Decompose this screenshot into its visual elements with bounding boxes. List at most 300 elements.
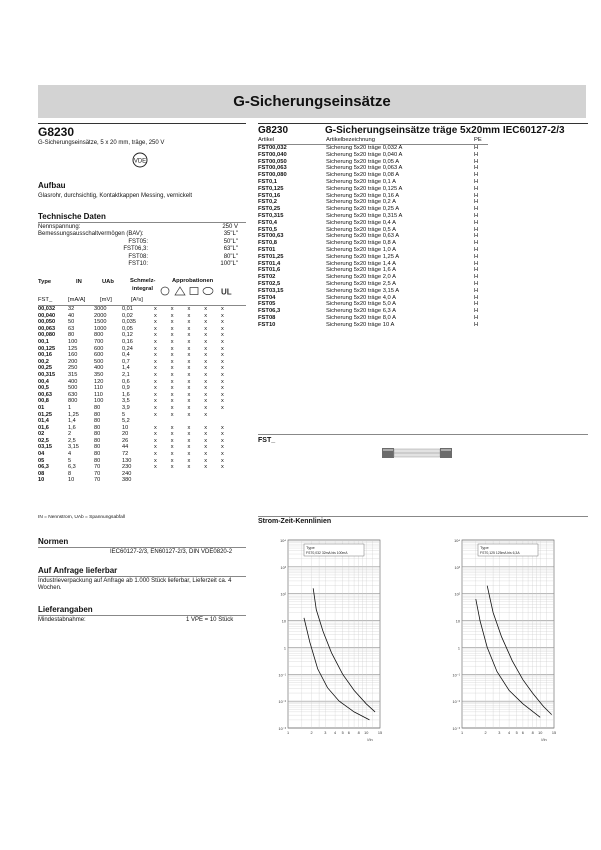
article-row xyxy=(258,179,488,186)
type-row xyxy=(38,412,254,419)
type-cell-in: 250 xyxy=(68,365,78,372)
x-tick-label: 6 xyxy=(521,731,524,735)
y-tick-label: 1 xyxy=(283,646,286,651)
type-cell-uab: 3000 xyxy=(94,306,107,312)
y-tick-label: 10⁻³ xyxy=(278,727,286,731)
type-cell-i2t: 3,5 xyxy=(122,398,130,405)
type-row xyxy=(38,306,254,313)
type-cell-in: 1,4 xyxy=(68,418,76,425)
type-cell-type: 01,25 xyxy=(38,411,52,418)
article-cell-p: H xyxy=(474,246,479,253)
col-pe: PE xyxy=(474,137,482,143)
article-row xyxy=(258,165,488,172)
type-cell-type: 00,315 xyxy=(38,371,56,378)
td-value: 50"L" xyxy=(223,238,238,245)
article-cell-p: H xyxy=(474,206,479,213)
td-value: 35"L" xyxy=(223,231,238,238)
y-tick-label: 10⁻² xyxy=(452,700,460,705)
y-tick-label: 10 xyxy=(455,619,460,624)
type-cell-type: 01 xyxy=(38,404,45,411)
type-cell-in: 800 xyxy=(68,398,78,405)
article-cell-b: Sicherung 5x20 träge 0,032 A xyxy=(326,145,403,151)
type-cell-a: x x x x x xyxy=(154,306,231,312)
article-row xyxy=(258,199,488,206)
type-row xyxy=(38,379,254,386)
article-row xyxy=(258,145,488,152)
x-tick-label: 3 xyxy=(324,731,327,735)
td-row xyxy=(38,224,238,231)
type-cell-in: 200 xyxy=(68,358,78,365)
x-tick-label: 8 xyxy=(531,731,534,735)
type-cell-uab: 500 xyxy=(94,358,104,365)
y-tick-label: 10⁴ xyxy=(280,539,286,543)
article-cell-a: FST02,5 xyxy=(258,280,281,287)
article-cell-a: FST06,3 xyxy=(258,308,281,315)
article-cell-a: FST05 xyxy=(258,301,276,308)
type-cell-in: 315 xyxy=(68,371,78,378)
type-cell-in: 50 xyxy=(68,319,75,326)
article-cell-a: FST03,15 xyxy=(258,287,284,294)
type-cell-type: 00,16 xyxy=(38,352,52,359)
type-cell-uab: 600 xyxy=(94,345,104,352)
type-cell-uab: 100 xyxy=(94,398,104,405)
article-row xyxy=(258,301,488,308)
col-uab-header: UAb xyxy=(102,279,114,285)
type-cell-a: x x x x xyxy=(154,411,214,418)
article-cell-a: FST00,063 xyxy=(258,165,287,172)
article-cell-p: H xyxy=(474,267,479,274)
article-cell-a: FST00,63 xyxy=(258,233,284,240)
article-cell-p: H xyxy=(474,233,479,240)
y-tick-label: 10³ xyxy=(280,565,286,570)
title-band xyxy=(38,85,586,118)
approval-seal-icon xyxy=(132,152,148,173)
col-type-header: Type xyxy=(38,279,52,285)
technical-data-rule xyxy=(38,222,246,223)
type-cell-in: 1,25 xyxy=(68,411,79,418)
type-cell-a xyxy=(148,418,254,425)
article-row xyxy=(258,315,488,322)
article-cell-b: Sicherung 5x20 träge 3,15 A xyxy=(326,287,400,294)
normen-heading: Normen xyxy=(38,537,69,546)
type-cell-in: 1,6 xyxy=(68,424,76,431)
article-row xyxy=(258,281,488,288)
type-cell-type: 08 xyxy=(38,470,45,477)
article-cell-p: H xyxy=(474,308,479,315)
type-cell-a: x x x x x xyxy=(154,312,231,319)
article-cell-b: Sicherung 5x20 träge 0,08 A xyxy=(326,172,400,179)
article-row xyxy=(258,233,488,240)
article-cell-b: Sicherung 5x20 träge 6,3 A xyxy=(326,308,396,315)
type-cell-type: 10 xyxy=(38,477,45,484)
article-cell-a: FST00,050 xyxy=(258,158,287,165)
type-cell-uab: 1500 xyxy=(94,319,107,326)
type-cell-type: 00,063 xyxy=(38,325,56,332)
article-cell-a: FST0,1 xyxy=(258,178,278,185)
normen-rule xyxy=(38,547,246,548)
aufbau-heading: Aufbau xyxy=(38,181,66,190)
unit-type: FST_ xyxy=(38,297,53,303)
type-cell-i2t: 0,16 xyxy=(122,338,133,345)
y-tick-label: 10² xyxy=(454,592,460,597)
article-cell-b: Sicherung 5x20 träge 8,0 A xyxy=(326,314,396,321)
type-cell-in: 100 xyxy=(68,338,78,345)
type-cell-a: x x x x x xyxy=(154,332,231,339)
type-cell-type: 02,5 xyxy=(38,437,49,444)
type-cell-i2t: 5 xyxy=(122,411,126,418)
y-tick-label: 10⁻² xyxy=(278,700,286,705)
type-row xyxy=(38,438,254,445)
article-cell-p: H xyxy=(474,145,479,151)
type-cell-i2t: 0,01 xyxy=(122,306,133,312)
article-cell-p: H xyxy=(474,280,479,287)
left-subtitle: G-Sicherungseinsätze, 5 x 20 mm, träge, 250 V xyxy=(38,140,165,146)
type-cell-uab: 80 xyxy=(94,418,101,425)
legend-value: FST0,032 32mA bis 100mA xyxy=(306,551,348,555)
td-value: 63"L" xyxy=(223,246,238,253)
article-cell-p: H xyxy=(474,185,479,192)
article-cell-a: FST0,125 xyxy=(258,185,284,192)
type-cell-uab: 70 xyxy=(94,470,101,477)
type-cell-in: 6,3 xyxy=(68,464,76,471)
type-cell-in: 8 xyxy=(68,470,72,477)
type-table-header xyxy=(38,278,248,306)
type-cell-i2t: 20 xyxy=(122,431,129,438)
x-tick-label: 2 xyxy=(310,731,313,735)
type-cell-type: 00,080 xyxy=(38,332,56,339)
article-row xyxy=(258,267,488,274)
article-cell-b: Sicherung 5x20 träge 0,05 A xyxy=(326,158,400,165)
article-cell-p: H xyxy=(474,253,479,260)
type-cell-type: 03,15 xyxy=(38,444,52,451)
type-row xyxy=(38,339,254,346)
legend-value: FST0,125 125mA bis 6,3A xyxy=(480,551,520,555)
type-cell-uab: 2000 xyxy=(94,312,107,319)
type-cell-uab: 110 xyxy=(94,391,103,398)
type-cell-uab: 80 xyxy=(94,411,101,418)
type-cell-a: x x x x x xyxy=(154,444,231,451)
type-cell-i2t: 0,6 xyxy=(122,378,130,385)
article-cell-p: H xyxy=(474,274,479,281)
article-cell-b: Sicherung 5x20 träge 5,0 A xyxy=(326,301,396,308)
td-label: FST06,3: xyxy=(123,246,148,253)
type-cell-uab: 70 xyxy=(94,464,101,471)
type-cell-in: 2 xyxy=(68,431,72,438)
td-label: Bemessungsausschaltvermögen (BAV): xyxy=(38,231,144,238)
mindestabnahme-label: Mindestabnahme: xyxy=(38,617,86,623)
fuse-image xyxy=(382,446,452,465)
type-cell-in: 3,15 xyxy=(68,444,79,451)
type-row xyxy=(38,326,254,333)
article-row xyxy=(258,152,488,159)
article-cell-p: H xyxy=(474,158,479,165)
x-tick-label: 2 xyxy=(484,731,487,735)
type-cell-a: x x x x x xyxy=(154,352,231,359)
type-cell-i2t: 0,05 xyxy=(122,325,133,332)
td-label: FST08: xyxy=(128,253,148,260)
td-label: FST10: xyxy=(128,260,148,267)
type-cell-i2t: 130 xyxy=(122,457,132,464)
type-row xyxy=(38,418,254,425)
article-cell-b: Sicherung 5x20 träge 2,0 A xyxy=(326,274,396,281)
col-schmelz-header: Schmelz- xyxy=(130,278,156,284)
article-table xyxy=(258,145,488,329)
type-row xyxy=(38,392,254,399)
type-cell-i2t: 380 xyxy=(122,477,132,484)
type-cell-uab: 80 xyxy=(94,437,101,444)
type-row xyxy=(38,471,254,478)
article-cell-a: FST00,080 xyxy=(258,172,287,179)
type-table-body xyxy=(38,306,254,484)
type-cell-uab: 70 xyxy=(94,477,101,484)
article-cell-p: H xyxy=(474,212,479,219)
type-row xyxy=(38,477,254,484)
article-cell-b: Sicherung 5x20 träge 1,4 A xyxy=(326,260,396,267)
type-cell-type: 00,63 xyxy=(38,391,52,398)
type-cell-i2t: 26 xyxy=(122,437,129,444)
article-cell-b: Sicherung 5x20 träge 0,16 A xyxy=(326,192,400,199)
article-cell-a: FST0,8 xyxy=(258,240,278,247)
article-cell-b: Sicherung 5x20 träge 0,8 A xyxy=(326,240,396,247)
type-cell-type: 00,125 xyxy=(38,345,56,352)
article-cell-b: Sicherung 5x20 träge 4,0 A xyxy=(326,294,396,301)
technical-data-list xyxy=(38,224,238,268)
kennlinien-heading: Strom-Zeit-Kennlinien xyxy=(258,518,332,525)
article-cell-b: Sicherung 5x20 träge 0,315 A xyxy=(326,212,403,219)
article-row xyxy=(258,288,488,295)
type-row xyxy=(38,346,254,353)
article-cell-a: FST0,2 xyxy=(258,199,278,206)
td-row xyxy=(38,254,238,261)
type-cell-in: 63 xyxy=(68,325,75,332)
article-cell-b: Sicherung 5x20 träge 0,040 A xyxy=(326,151,403,158)
article-cell-a: FST04 xyxy=(258,294,276,301)
svg-text:UL: UL xyxy=(221,287,232,296)
article-cell-b: Sicherung 5x20 träge 0,25 A xyxy=(326,206,400,213)
article-cell-a: FST01,6 xyxy=(258,267,281,274)
article-cell-a: FST0,5 xyxy=(258,226,278,233)
article-cell-b: Sicherung 5x20 träge 0,063 A xyxy=(326,165,403,172)
td-row xyxy=(38,261,238,268)
article-row xyxy=(258,254,488,261)
type-cell-uab: 350 xyxy=(94,371,104,378)
type-cell-i2t: 1,6 xyxy=(122,391,130,398)
type-cell-type: 00,040 xyxy=(38,312,56,319)
type-row xyxy=(38,451,254,458)
x-tick-label: 1 xyxy=(460,731,464,735)
article-row xyxy=(258,159,488,166)
type-cell-uab: 80 xyxy=(94,424,101,431)
type-cell-a xyxy=(148,477,254,484)
x-tick-label: 10 xyxy=(538,731,543,735)
lieferangaben-rule xyxy=(38,615,246,616)
type-cell-uab: 400 xyxy=(94,365,104,372)
type-cell-i2t: 44 xyxy=(122,444,129,451)
type-cell-a: x x x x x xyxy=(154,398,231,405)
article-row xyxy=(258,186,488,193)
type-row xyxy=(38,352,254,359)
type-cell-a: x x x x x xyxy=(154,338,231,345)
type-cell-uab: 1000 xyxy=(94,325,107,332)
article-cell-p: H xyxy=(474,192,479,199)
legend-title: Type xyxy=(480,545,489,550)
article-cell-b: Sicherung 5x20 träge 1,0 A xyxy=(326,246,396,253)
left-product-code: G8230 xyxy=(38,125,75,139)
type-cell-a: x x x x x xyxy=(154,385,231,392)
type-cell-a: x x x x x xyxy=(154,431,231,438)
article-cell-a: FST00,040 xyxy=(258,151,287,158)
type-cell-type: 01,6 xyxy=(38,424,49,431)
article-row xyxy=(258,308,488,315)
article-row xyxy=(258,274,488,281)
type-cell-in: 10 xyxy=(68,477,75,484)
article-cell-b: Sicherung 5x20 träge 0,2 A xyxy=(326,199,396,206)
x-tick-label: 3 xyxy=(498,731,501,735)
article-cell-p: H xyxy=(474,301,479,308)
type-cell-in: 500 xyxy=(68,385,78,392)
article-cell-p: H xyxy=(474,294,479,301)
type-cell-a: x x x x x xyxy=(154,404,231,411)
type-cell-type: 00,4 xyxy=(38,378,49,385)
type-cell-a: x x x x x xyxy=(154,319,231,326)
type-cell-a: x x x x x xyxy=(154,457,231,464)
type-row xyxy=(38,398,254,405)
type-cell-type: 00,032 xyxy=(38,306,56,312)
type-cell-in: 160 xyxy=(68,352,78,359)
kennlinien-rule xyxy=(258,516,588,517)
article-cell-b: Sicherung 5x20 träge 0,125 A xyxy=(326,185,403,192)
x-tick-label: 4 xyxy=(334,731,337,735)
type-row xyxy=(38,365,254,372)
article-cell-a: FST01,25 xyxy=(258,253,284,260)
type-cell-a: x x x x x xyxy=(154,464,231,471)
type-row xyxy=(38,313,254,320)
fst-rule xyxy=(258,434,588,435)
article-cell-b: Sicherung 5x20 träge 0,4 A xyxy=(326,219,396,226)
anfrage-heading: Auf Anfrage lieferbar xyxy=(38,566,118,575)
type-cell-i2t: 2,1 xyxy=(122,371,130,378)
type-cell-i2t: 0,9 xyxy=(122,385,130,392)
td-value: 80"L" xyxy=(223,253,238,260)
type-cell-type: 00,2 xyxy=(38,358,49,365)
type-cell-a: x x x x x xyxy=(154,424,231,431)
type-cell-a: x x x x x xyxy=(154,325,231,332)
normen-text: IEC60127-2/3, EN60127-2/3, DIN VDE0820-2 xyxy=(110,549,233,555)
article-cell-p: H xyxy=(474,151,479,158)
type-cell-i2t: 0,035 xyxy=(122,319,136,326)
article-cell-b: Sicherung 5x20 träge 0,5 A xyxy=(326,226,396,233)
type-cell-i2t: 10 xyxy=(122,424,129,431)
type-cell-type: 04 xyxy=(38,451,45,458)
type-cell-i2t: 0,12 xyxy=(122,332,133,339)
type-cell-uab: 700 xyxy=(94,338,104,345)
characteristic-chart-2 xyxy=(446,532,566,752)
type-cell-a: x x x x x xyxy=(154,451,231,458)
unit-uab: [mV] xyxy=(100,297,112,303)
article-cell-a: FST01,4 xyxy=(258,260,281,267)
article-row xyxy=(258,247,488,254)
article-cell-a: FST02 xyxy=(258,274,276,281)
type-row xyxy=(38,464,254,471)
y-tick-label: 10⁻³ xyxy=(452,727,460,731)
article-cell-p: H xyxy=(474,178,479,185)
type-row xyxy=(38,372,254,379)
article-cell-b: Sicherung 5x20 träge 0,1 A xyxy=(326,178,396,185)
type-cell-uab: 110 xyxy=(94,385,103,392)
type-cell-uab: 80 xyxy=(94,457,101,464)
mindestabnahme-value: 1 VPE = 10 Stück xyxy=(186,617,234,623)
type-cell-in: 32 xyxy=(68,306,75,312)
x-tick-label: 5 xyxy=(341,731,344,735)
type-cell-i2t: 230 xyxy=(122,464,132,471)
characteristic-curve xyxy=(304,618,370,720)
y-tick-label: 10⁻¹ xyxy=(452,673,460,678)
td-row xyxy=(38,239,238,246)
article-row xyxy=(258,322,488,329)
type-cell-a: x x x x x xyxy=(154,378,231,385)
x-tick-label: 6 xyxy=(347,731,350,735)
article-row xyxy=(258,261,488,268)
type-cell-in: 5 xyxy=(68,457,72,464)
y-tick-label: 10² xyxy=(280,592,286,597)
article-cell-b: Sicherung 5x20 träge 10 A xyxy=(326,321,395,328)
x-tick-label: 10 xyxy=(364,731,369,735)
type-cell-uab: 80 xyxy=(94,444,101,451)
td-value: 250 V xyxy=(222,224,238,230)
svg-text:VDE: VDE xyxy=(133,158,147,165)
type-cell-type: 01,4 xyxy=(38,418,49,425)
article-cell-p: H xyxy=(474,226,479,233)
type-cell-type: 00,050 xyxy=(38,319,56,326)
type-table xyxy=(38,306,254,484)
type-row xyxy=(38,319,254,326)
article-cell-p: H xyxy=(474,287,479,294)
anfrage-text: Industrieverpackung auf Anfrage ab 1.000 Stück lieferbar, Lieferzeit ca. 4 Wochen. xyxy=(38,578,232,592)
x-tick-label: 5 xyxy=(515,731,518,735)
x-tick-label: 15 xyxy=(551,731,557,735)
type-cell-in: 4 xyxy=(68,451,72,458)
type-cell-i2t: 72 xyxy=(122,451,129,458)
article-cell-p: H xyxy=(474,321,479,328)
technical-data-heading: Technische Daten xyxy=(38,212,106,221)
unit-i2t: [A²s] xyxy=(131,297,143,303)
type-row xyxy=(38,444,254,451)
article-cell-a: FST0,25 xyxy=(258,206,281,213)
col-artikelbezeichnung: Artikelbezeichnung xyxy=(326,137,375,143)
type-cell-uab: 800 xyxy=(94,332,104,339)
y-tick-label: 10³ xyxy=(454,565,460,570)
article-cell-p: H xyxy=(474,172,479,179)
type-cell-i2t: 240 xyxy=(122,470,132,477)
type-cell-i2t: 3,9 xyxy=(122,404,130,411)
type-cell-uab: 80 xyxy=(94,431,101,438)
article-cell-p: H xyxy=(474,314,479,321)
type-cell-type: 00,25 xyxy=(38,365,52,372)
article-row xyxy=(258,240,488,247)
approval-icons xyxy=(158,286,248,296)
type-cell-a: x x x x x xyxy=(154,437,231,444)
type-cell-type: 02 xyxy=(38,431,45,438)
type-cell-i2t: 0,7 xyxy=(122,358,130,365)
type-cell-uab: 600 xyxy=(94,352,104,359)
td-label: FST05: xyxy=(128,238,148,245)
footnote: IN = Nennstrom, UAb = Spannungsabfall xyxy=(38,515,125,520)
type-cell-uab: 120 xyxy=(94,378,104,385)
article-row xyxy=(258,193,488,200)
article-row xyxy=(258,220,488,227)
right-top-rule xyxy=(258,123,588,124)
type-cell-in: 40 xyxy=(68,312,75,319)
